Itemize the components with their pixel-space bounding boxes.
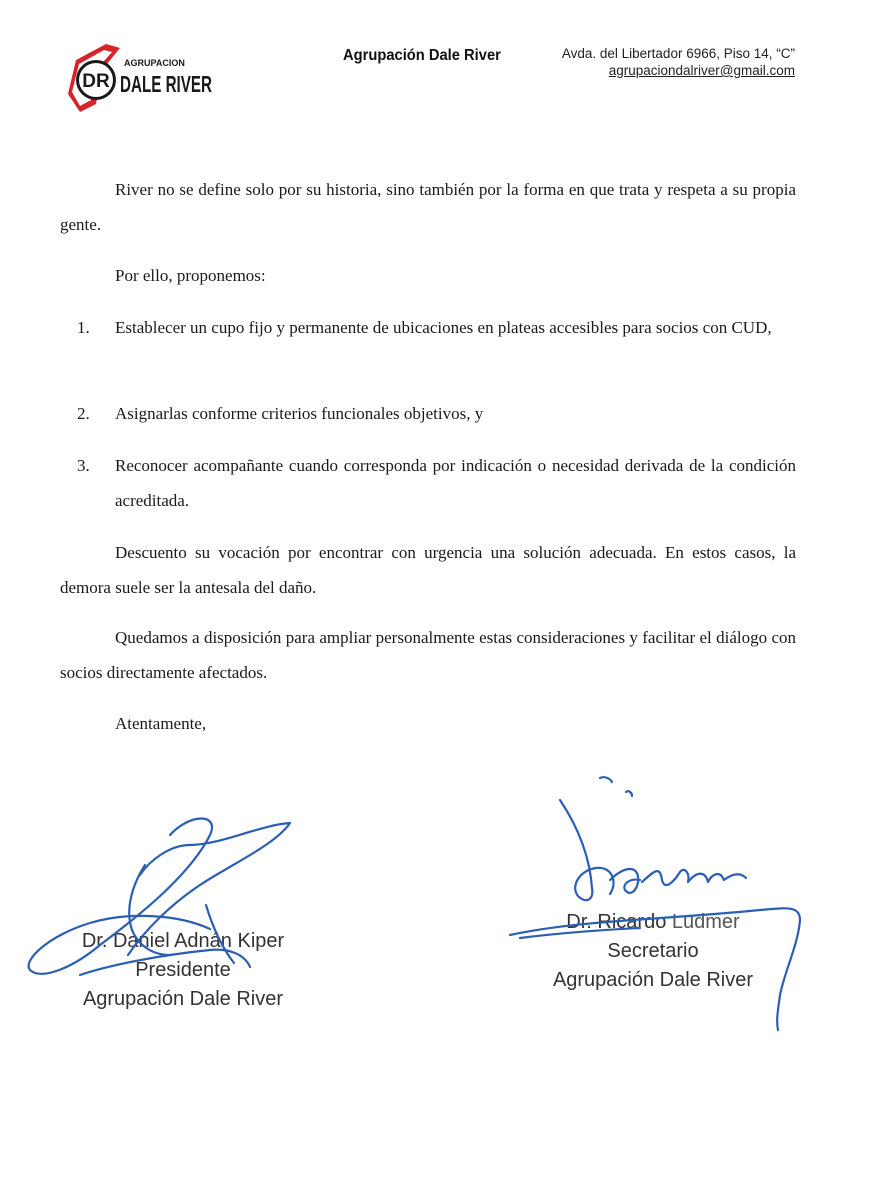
signer-name	[528, 908, 778, 937]
list-text: Reconocer acompañante cuando corresponda por indicación o necesidad derivada de la condición acreditada.	[115, 456, 796, 510]
signer-name-suffix: Ludmer	[671, 911, 740, 933]
list-number: 3.	[77, 456, 90, 475]
list-number: 2.	[77, 404, 90, 423]
signer-role: Secretario	[607, 940, 699, 962]
signature-block-president	[48, 927, 318, 1014]
logo-text-top: AGRUPACION	[124, 58, 185, 68]
logo-text-main: DALE RIVER	[120, 71, 213, 97]
secretary-signature	[500, 770, 810, 1035]
org-title: Agrupación Dale River	[343, 47, 501, 64]
closing-salutation: Atentamente,	[115, 714, 207, 733]
address: Avda. del Libertador 6966, Piso 14, “C”	[561, 46, 795, 61]
signer-role: Presidente	[135, 959, 231, 981]
urgency-paragraph: Descuento su vocación por encontrar con urgencia una solución adecuada. En estos casos, la demora suele ser la antesala del daño.	[60, 543, 796, 597]
logo-initials: DR	[82, 71, 110, 92]
signer-name: Dr. Daniel Adnán Kiper	[81, 930, 285, 952]
list-text: Asignarlas conforme criterios funcionales objetivos, y	[115, 404, 484, 423]
agrupacion-logo	[62, 40, 222, 116]
intro-paragraph: River no se define solo por su historia, sino también por la forma en que trata y respeta a su propia gente.	[60, 180, 796, 234]
list-number: 1.	[77, 318, 90, 337]
availability-paragraph: Quedamos a disposición para ampliar personalmente estas consideraciones y facilitar el diálogo con socios directamente afectados.	[60, 628, 796, 682]
list-text: Establecer un cupo fijo y permanente de ubicaciones en plateas accesibles para socios con CUD,	[115, 318, 772, 337]
logo-graphic	[62, 40, 222, 116]
contact-info	[562, 45, 795, 79]
signer-name-prefix: Dr. Ricardo	[566, 911, 667, 933]
signature-block-secretary	[528, 908, 778, 995]
signer-org: Agrupación Dale River	[552, 969, 754, 991]
proposal-lead: Por ello, proponemos:	[115, 266, 266, 285]
email-link[interactable]: agrupaciondalriver@gmail.com	[608, 63, 795, 78]
signer-org: Agrupación Dale River	[82, 988, 284, 1010]
